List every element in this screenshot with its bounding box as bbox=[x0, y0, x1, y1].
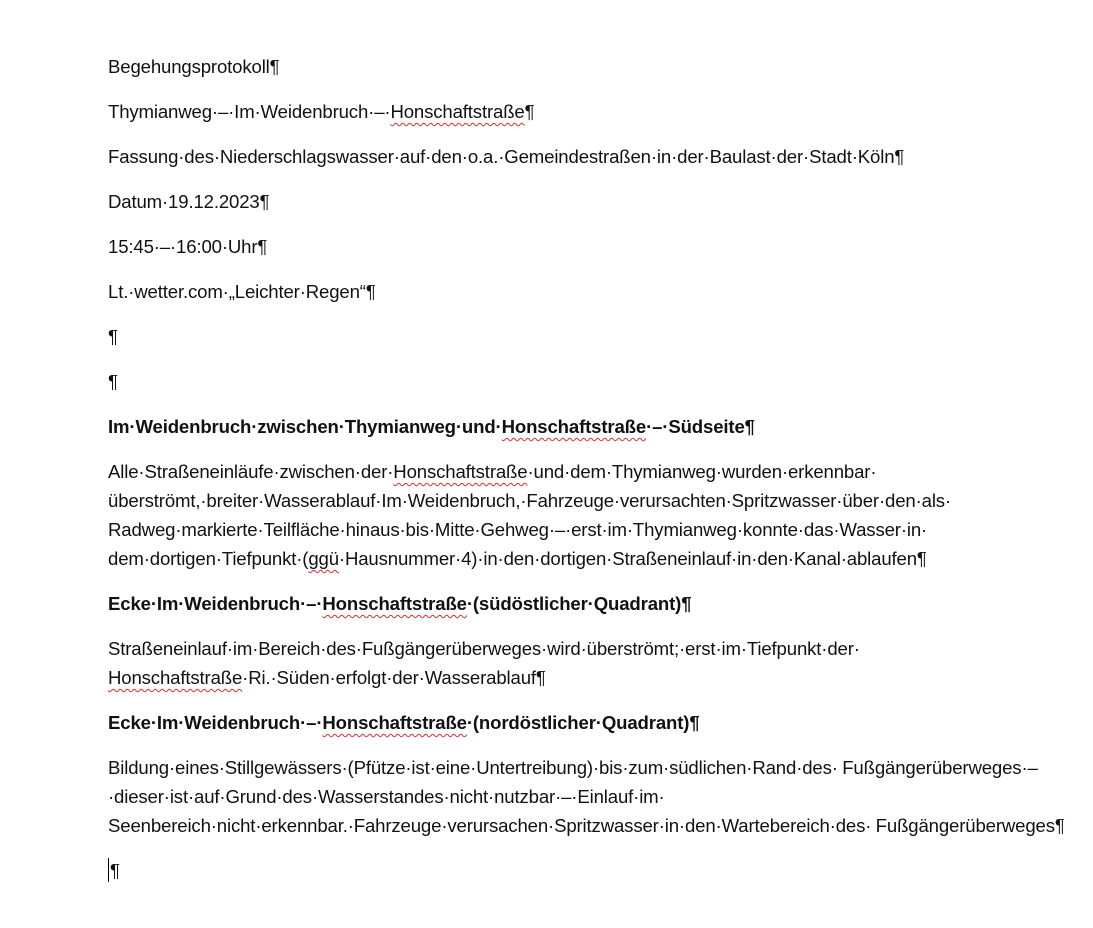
paragraph-mark: ¶ bbox=[110, 860, 120, 881]
spellcheck-flagged-word[interactable]: Honschaftstraße bbox=[393, 461, 528, 482]
text-cursor bbox=[108, 858, 109, 882]
spellcheck-flagged-word[interactable]: Honschaftstraße bbox=[322, 593, 467, 614]
section-body-suedoestlich[interactable]: Straßeneinlauf·im·Bereich·des·Fußgängerüberweges·wird·überströmt;·erst·im·Tiefpunkt·der· Honschaftstraße·Ri.·Süden·erfolgt·der·Wasserablauf¶ bbox=[108, 638, 860, 688]
section-heading-nordoestlich[interactable]: Ecke·Im·Weidenbruch·–·Honschaftstraße·(nordöstlicher·Quadrant)¶ bbox=[108, 712, 700, 733]
doc-date[interactable]: Datum·19.12.2023¶ bbox=[108, 191, 270, 212]
doc-subtitle-streets[interactable]: Thymianweg·–·Im·Weidenbruch·–·Honschaftstraße¶ bbox=[108, 101, 535, 122]
spellcheck-flagged-word[interactable]: Honschaftstraße bbox=[390, 101, 525, 122]
empty-paragraph[interactable]: ¶ bbox=[108, 371, 118, 392]
doc-weather[interactable]: Lt.·wetter.com·„Leichter·Regen“¶ bbox=[108, 281, 376, 302]
empty-paragraph[interactable]: ¶ bbox=[108, 326, 118, 347]
spellcheck-flagged-word[interactable]: ggü bbox=[308, 548, 339, 569]
section-heading-suedseite[interactable]: Im·Weidenbruch·zwischen·Thymianweg·und·Honschaftstraße·–·Südseite¶ bbox=[108, 416, 755, 437]
doc-title[interactable]: Begehungsprotokoll¶ bbox=[108, 56, 280, 77]
section-body-nordoestlich[interactable]: Bildung·eines·Stillgewässers·(Pfütze·ist·eine·Untertreibung)·bis·zum·südlichen·Rand·des· Fußgängerüberweges·–·dieser·ist·auf·Grund·des·Wasserstandes·nicht·nutzbar·–·Einlauf·im· Seenbereich·nicht·erkennbar.·Fahrzeuge·verursachen·Spritzwasser·in·den·Wartebereich·des· Fußgängerüberweges¶ bbox=[108, 757, 1065, 836]
spellcheck-flagged-word[interactable]: Honschaftstraße bbox=[322, 712, 467, 733]
doc-subject[interactable]: Fassung·des·Niederschlagswasser·auf·den·o.a.·Gemeindestraßen·in·der·Baulast·der·Stadt·Köln¶ bbox=[108, 146, 905, 167]
section-heading-suedoestlich[interactable]: Ecke·Im·Weidenbruch·–·Honschaftstraße·(südöstlicher·Quadrant)¶ bbox=[108, 593, 692, 614]
document-page[interactable] bbox=[108, 52, 1083, 901]
empty-paragraph-cursor[interactable] bbox=[108, 856, 1083, 885]
section-body-suedseite[interactable]: Alle·Straßeneinläufe·zwischen·der·Honschaftstraße·und·dem·Thymianweg·wurden·erkennbar· überströmt,·breiter·Wasserablauf·Im·Weidenbruch,·Fahrzeuge·verursachten·Spritzwasser·über·den·als· Radweg·markierte·Teilfläche·hinaus·bis·Mitte·Gehweg·–·erst·im·Thymianweg·konnte·das·Wasser·in· dem·dortigen·Tiefpunkt·(ggü·Hausnummer·4)·in·den·dortigen·Straßeneinlauf·in·den·Kanal·ablaufen¶ bbox=[108, 461, 951, 569]
spellcheck-flagged-word[interactable]: Honschaftstraße bbox=[108, 667, 243, 688]
spellcheck-flagged-word[interactable]: Honschaftstraße bbox=[501, 416, 647, 437]
doc-time[interactable]: 15:45·–·16:00·Uhr¶ bbox=[108, 236, 268, 257]
